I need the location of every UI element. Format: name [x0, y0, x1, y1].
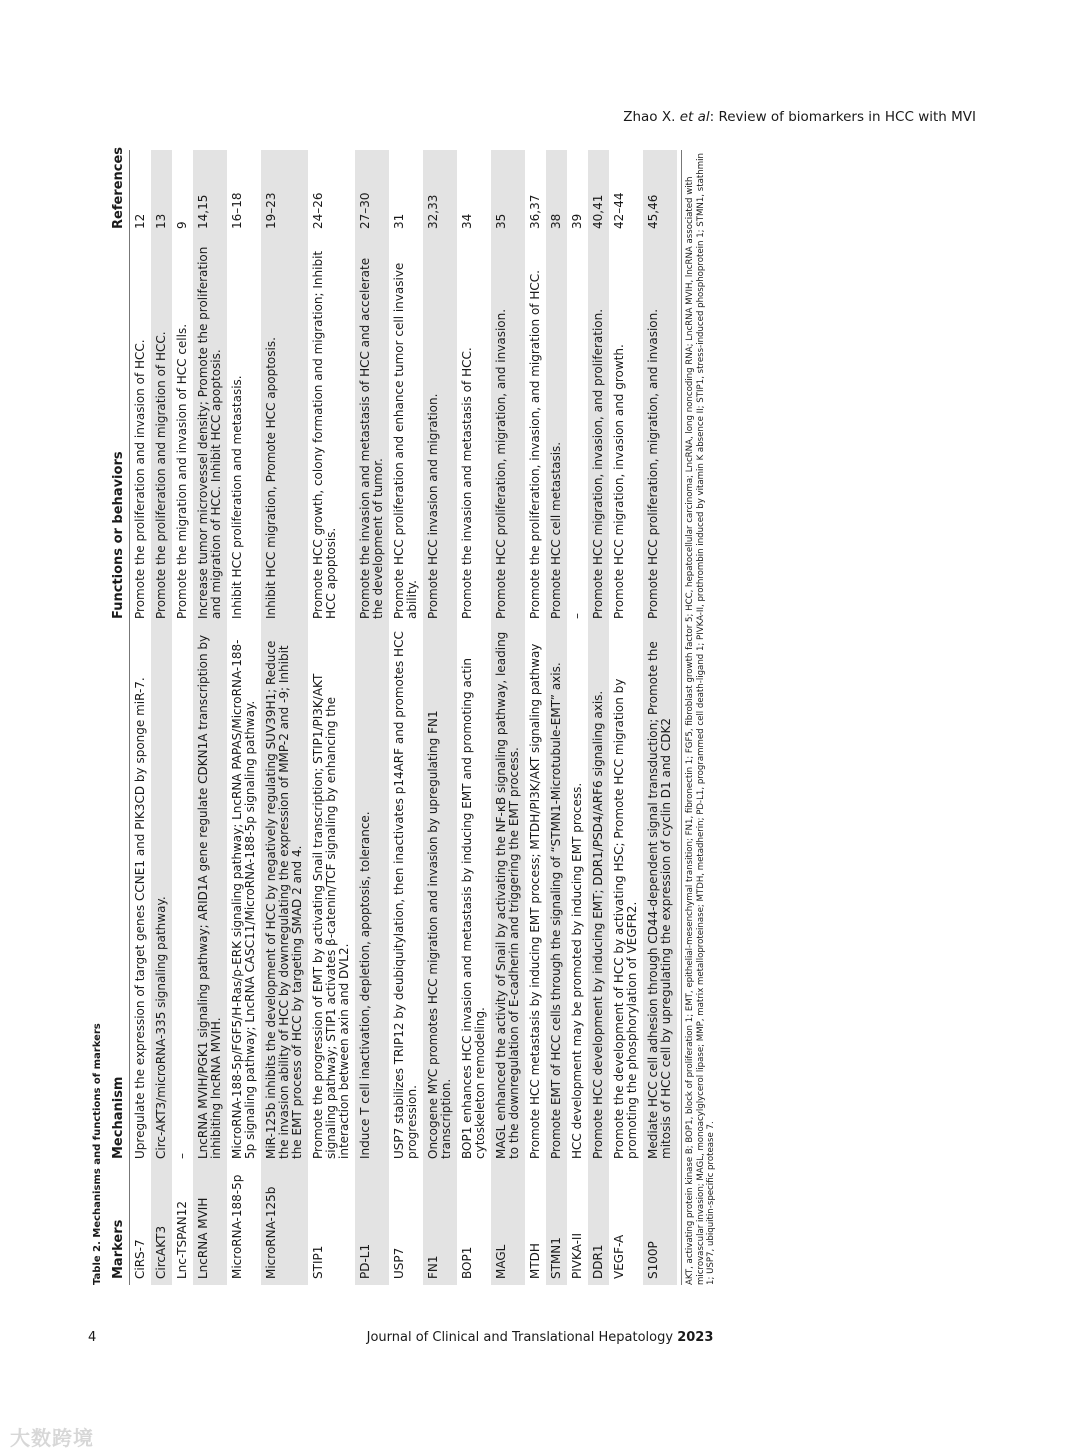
cell-function: Increase tumor microvessel density; Promote the proliferation and migration of HCC. Inhibit HCC apoptosis. — [193, 235, 227, 625]
cell-references: 24–26 — [311, 192, 325, 229]
cell-references: 35 — [491, 150, 525, 235]
table-row — [609, 150, 643, 1285]
table-row — [172, 150, 193, 1285]
cell-references: 38 — [546, 150, 567, 235]
cell-mechanism: Promote the development of HCC by activating HSC; Promote HCC migration by promoting the phosphorylation of VEGFR2. — [612, 678, 639, 1159]
cell-references: 9 — [175, 221, 189, 229]
table-row — [423, 150, 457, 1285]
cell-references: 34 — [460, 213, 474, 229]
table-row — [261, 150, 308, 1285]
cell-function: Promote the proliferation and invasion of HCC. — [133, 339, 147, 619]
cell-function: Promote HCC proliferation and enhance tumor cell invasive ability. — [392, 262, 419, 619]
cell-marker: S100P — [643, 1165, 677, 1285]
running-head-authors: Zhao X. — [623, 109, 680, 125]
table-row — [389, 150, 423, 1285]
cell-mechanism: MicroRNA-188-5p/FGF5/H-Ras/p-ERK signaling pathway; LncRNA PAPAS/MicroRNA-188-5p signaling pathway; LncRNA CASC11/MicroRNA-188-5p signaling pathway. — [230, 639, 257, 1159]
cell-references: 32,33 — [423, 150, 457, 235]
cell-mechanism: BOP1 enhances HCC invasion and metastasis by inducing EMT and promoting actin cytoskeleton remodeling. — [460, 657, 487, 1159]
table-row — [491, 150, 525, 1285]
header-references: References — [108, 150, 130, 235]
cell-function: Promote HCC proliferation, migration, and invasion. — [643, 235, 677, 625]
table-body — [130, 150, 678, 1285]
cell-mechanism: Upregulate the expression of target genes CCNE1 and PIK3CD by sponge miR-7. — [133, 677, 147, 1159]
header-mechanism: Mechanism — [108, 625, 130, 1165]
cell-mechanism: Promote HCC development by inducing EMT; DDR1/PSD4/ARF6 signaling axis. — [588, 625, 609, 1165]
cell-marker: CircAKT3 — [151, 1165, 172, 1285]
cell-marker: FN1 — [423, 1165, 457, 1285]
table-row — [525, 150, 546, 1285]
journal-year: 2023 — [677, 1330, 714, 1345]
journal-name: Journal of Clinical and Translational Hepatology — [366, 1330, 678, 1345]
cell-function: Promote the migration and invasion of HCC cells. — [175, 323, 189, 619]
table-row — [588, 150, 609, 1285]
cell-references: 39 — [570, 213, 584, 229]
cell-mechanism: MAGL enhanced the activity of Snail by activating the NF-κB signaling pathway, leading to the downregulation of E-cadherin and triggering the EMT process. — [491, 625, 525, 1165]
rotated-table-region — [88, 146, 978, 1285]
cell-function: Promote the proliferation, invasion, and migration of HCC. — [528, 270, 542, 619]
table-row — [457, 150, 491, 1285]
running-head — [623, 109, 976, 125]
cell-references: 42–44 — [612, 192, 626, 229]
table-row — [567, 150, 588, 1285]
watermark-logo — [10, 1422, 94, 1451]
cell-marker: VEGF-A — [612, 1234, 626, 1279]
cell-marker: Lnc-TSPAN12 — [175, 1201, 189, 1279]
cell-mechanism: Circ-AKT3/microRNA-335 signaling pathway. — [151, 625, 172, 1165]
cell-mechanism: MiR-125b inhibits the development of HCC by negatively regulating SUV39H1; Reduce the invasion ability of HCC by downregulating the expression of MMP-2 and -9; Inhibit the EMT process of HCC by targeting SMAD 2 and 4. — [261, 625, 308, 1165]
cell-marker: STIP1 — [311, 1245, 325, 1279]
cell-marker: PIVKA-II — [570, 1233, 584, 1279]
cell-references: 45,46 — [643, 150, 677, 235]
table-footnote: AKT, activating protein kinase B; BOP1, block of proliferation 1; EMT, epithelial-mesenchymal transition; FN1, fibronectin 1; FGF5, fibroblast growth factor 5; HCC, hepatocellular carcinoma; LncRNA, long noncoding RNA; LncRNA MVIH, lncRNA associated with microvascular invasion; MAGL, monoacylglycerol lipase; MMP, matrix metalloproteinase; MTDH, metadherin; PD-L1, programmed cell death-ligand 1; PIVKA-II, prothrombin induced by vitamin K absence II; STIP1, stress-induced phosphoprotein 1; STMN1, stathmin 1; USP7, ubiquitin-specific protease 7. — [681, 150, 717, 1285]
cell-marker: MTDH — [528, 1243, 542, 1279]
cell-references: 16–18 — [230, 192, 244, 229]
cell-marker: MicroRNA-188-5p — [230, 1174, 244, 1279]
cell-references: 31 — [392, 213, 406, 229]
cell-references: 13 — [151, 150, 172, 235]
cell-marker: PD-L1 — [355, 1165, 389, 1285]
cell-references: 36,37 — [528, 194, 542, 229]
table-row — [308, 150, 355, 1285]
cell-marker: BOP1 — [460, 1246, 474, 1279]
cell-mechanism: Induce T cell inactivation, depletion, apoptosis, tolerance. — [355, 625, 389, 1165]
table-row — [227, 150, 261, 1285]
cell-marker: STMN1 — [546, 1165, 567, 1285]
cell-references: 19–23 — [261, 150, 308, 235]
table-row — [193, 150, 227, 1285]
cell-mechanism: LncRNA MVIH/PGK1 signaling pathway; ARID1A gene regulate CDKN1A transcription by inhibiting lncRNA MVIH. — [193, 625, 227, 1165]
cell-function: Promote HCC invasion and migration. — [423, 235, 457, 625]
cell-mechanism: – — [175, 1153, 189, 1159]
header-functions: Functions or behaviors — [108, 235, 130, 625]
watermark-text: 大数跨境 — [10, 1426, 94, 1450]
cell-references: 14,15 — [193, 150, 227, 235]
running-head-et-al: et al — [679, 109, 710, 125]
cell-mechanism: Mediate HCC cell adhesion through CD44-dependent signal transduction; Promote the mitosis of HCC cell by upregulating the expression of cyclin D1 and CDK2 — [643, 625, 677, 1165]
page-number: 4 — [88, 1330, 97, 1345]
cell-marker: USP7 — [392, 1247, 406, 1279]
cell-references: 12 — [133, 213, 147, 229]
table-row — [151, 150, 172, 1285]
cell-marker: DDR1 — [588, 1165, 609, 1285]
cell-mechanism: HCC development may be promoted by inducing EMT process. — [570, 782, 584, 1159]
cell-function: Promote the invasion and metastasis of HCC and accelerate the development of tumor. — [355, 235, 389, 625]
cell-marker: LncRNA MVIH — [193, 1165, 227, 1285]
footer-journal — [0, 1330, 1080, 1345]
cell-function: Promote the invasion and metastasis of HCC. — [460, 347, 474, 619]
cell-marker: MicroRNA-125b — [261, 1165, 308, 1285]
cell-mechanism: Oncogene MYC promotes HCC migration and invasion by upregulating FN1 transcription. — [423, 625, 457, 1165]
cell-function: Inhibit HCC migration, Promote HCC apoptosis. — [261, 235, 308, 625]
cell-function: Inhibit HCC proliferation and metastasis. — [230, 375, 244, 619]
header-markers: Markers — [108, 1165, 130, 1285]
cell-function: Promote HCC migration, invasion and growth. — [612, 344, 626, 619]
cell-mechanism: USP7 stabilizes TRIP12 by deubiquitylation, then inactivates p14ARF and promotes HCC progression. — [392, 631, 419, 1159]
cell-mechanism: Promote EMT of HCC cells through the signaling of “STMN1-Microtubule-EMT” axis. — [546, 625, 567, 1165]
table-row — [546, 150, 567, 1285]
cell-mechanism: Promote the progression of EMT by activating Snail transcription; STIP1/PI3K/AKT signaling pathway; STIP1 activates β-catenin/TCF signaling by enhancing the interaction between axin and DVL2. — [311, 673, 351, 1159]
running-head-title: : Review of biomarkers in HCC with MVI — [709, 109, 976, 125]
cell-function: Promote HCC proliferation, migration, and invasion. — [491, 235, 525, 625]
cell-function: Promote HCC cell metastasis. — [546, 235, 567, 625]
markers-table — [108, 146, 677, 1285]
cell-function: Promote HCC growth, colony formation and migration; Inhibit HCC apoptosis. — [311, 250, 338, 619]
table-row — [355, 150, 389, 1285]
cell-references: 40,41 — [588, 150, 609, 235]
cell-marker: MAGL — [491, 1165, 525, 1285]
table-row — [130, 150, 152, 1285]
table-header-row — [108, 150, 130, 1285]
cell-mechanism: Promote HCC metastasis by inducing EMT process; MTDH/PI3K/AKT signaling pathway — [528, 643, 542, 1159]
table-row — [643, 150, 677, 1285]
cell-function: – — [570, 613, 584, 619]
cell-references: 27–30 — [355, 150, 389, 235]
cell-function: Promote the proliferation and migration of HCC. — [151, 235, 172, 625]
cell-function: Promote HCC migration, invasion, and proliferation. — [588, 235, 609, 625]
cell-marker: CiRS-7 — [133, 1239, 147, 1279]
table-caption: Table 2. Mechanisms and functions of markers — [92, 1023, 103, 1285]
